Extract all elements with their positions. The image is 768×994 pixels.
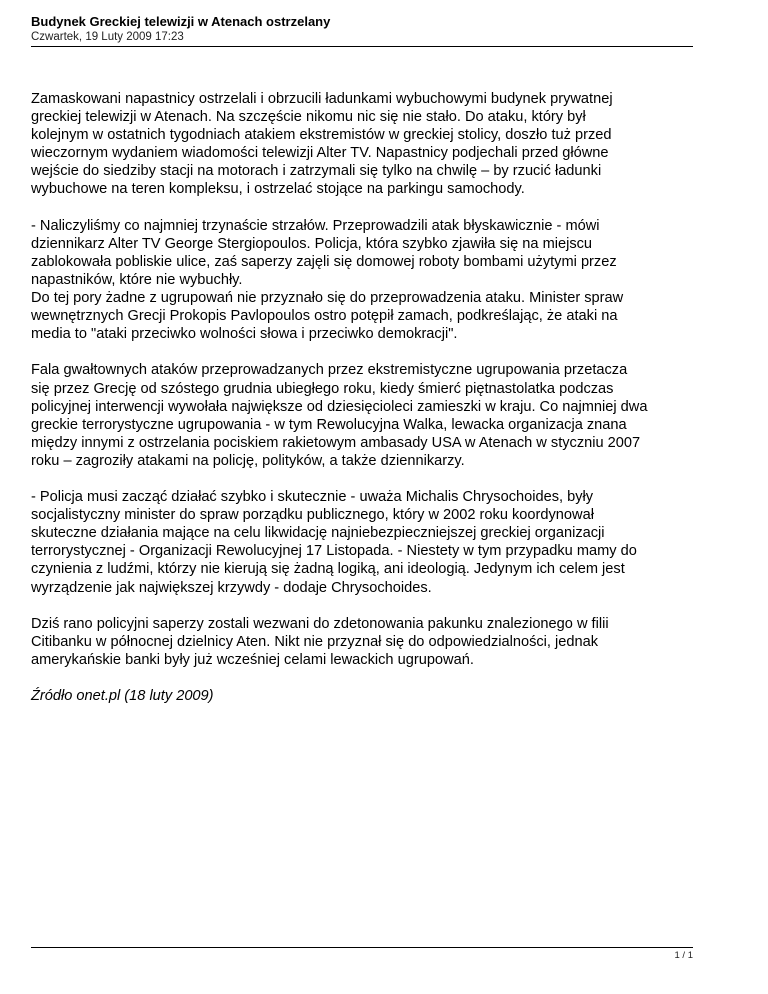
article-paragraph: Dziś rano policyjni saperzy zostali wezwani do zdetonowania pakunku znalezionego w filii Citibanku w północnej dzielnicy Aten. Nikt nie przyznał się do odpowiedzialności, jednak amerykańskie banki były już wcześniej celami lewackich ugrupowań.	[31, 615, 609, 668]
article-paragraph: - Naliczyliśmy co najmniej trzynaście strzałów. Przeprowadzili atak błyskawicznie - mówi dziennikarz Alter TV George Stergiopoulos. Policja, która szybko zjawiła się na miejscu zablokowała pobliskie ulice, zaś saperzy zajęli się domowej roboty bombami użytymi przez napastników, które nie wybuchły.	[31, 217, 617, 288]
footer-divider	[31, 947, 693, 948]
header-divider	[31, 46, 693, 47]
document-header	[31, 14, 731, 44]
article-body	[31, 90, 703, 705]
article-date: Czwartek, 19 Luty 2009 17:23	[31, 31, 184, 43]
article-paragraph: Fala gwałtownych ataków przeprowadzanych przez ekstremistyczne ugrupowania przetacza się przez Grecję od szóstego grudnia ubiegłego roku, kiedy śmierć piętnastolatka podczas policyjnej interwencji wywołała największe od dziesięcioleci zamieszki w kraju. Co najmniej dwa greckie terrorystyczne ugrupowania - w tym Rewolucyjna Walka, lewacka organizacja znana między innymi z ostrzelania pociskiem rakietowym ambasady USA w Atenach w styczniu 2007 roku – zagroziły atakami na policję, polityków, a także dziennikarzy.	[31, 362, 648, 469]
article-paragraph: Zamaskowani napastnicy ostrzelali i obrzucili ładunkami wybuchowymi budynek prywatnej greckiej telewizji w Atenach. Na szczęście nikomu nic się nie stało. Do ataku, który był kolejnym w ostatnich tygodniach atakiem ekstremistów w greckiej stolicy, doszło tuż przed wieczornym wydaniem wiadomości telewizji Alter TV. Napastnicy podjechali przed główne wejście do siedziby stacji na motorach i zatrzymali się tylko na chwilę – by rzucić ładunki wybuchowe na teren kompleksu, i ostrzelać stojące na parkingu samochody.	[31, 91, 613, 198]
article-paragraph: - Policja musi zacząć działać szybko i skutecznie - uważa Michalis Chrysochoides, były socjalistyczny minister do spraw porządku publicznego, który w 2002 roku koordynował skuteczne działania mające na celu likwidację najniebezpieczniejszej greckiej organizacji terrorystycznej - Organizacji Rewolucyjnej 17 Listopada. - Niestety w tym przypadku mamy do czynienia z ludźmi, którzy nie kierują się żadną logiką, ani ideologią. Jedynym ich celem jest wyrządzenie jak największej krzywdy - dodaje Chrysochoides.	[31, 489, 637, 596]
article-paragraph: Do tej pory żadne z ugrupowań nie przyznało się do przeprowadzenia ataku. Minister spraw wewnętrznych Grecji Prokopis Pavlopoulos ostro potępił zamach, podkreślając, że ataki na media to "ataki przeciwko wolności słowa i przeciwko demokracji".	[31, 290, 624, 343]
article-title: Budynek Greckiej telewizji w Atenach ostrzelany	[31, 14, 331, 29]
page-number: 1 / 1	[674, 950, 693, 961]
article-source: Źródło onet.pl (18 luty 2009)	[31, 688, 214, 705]
